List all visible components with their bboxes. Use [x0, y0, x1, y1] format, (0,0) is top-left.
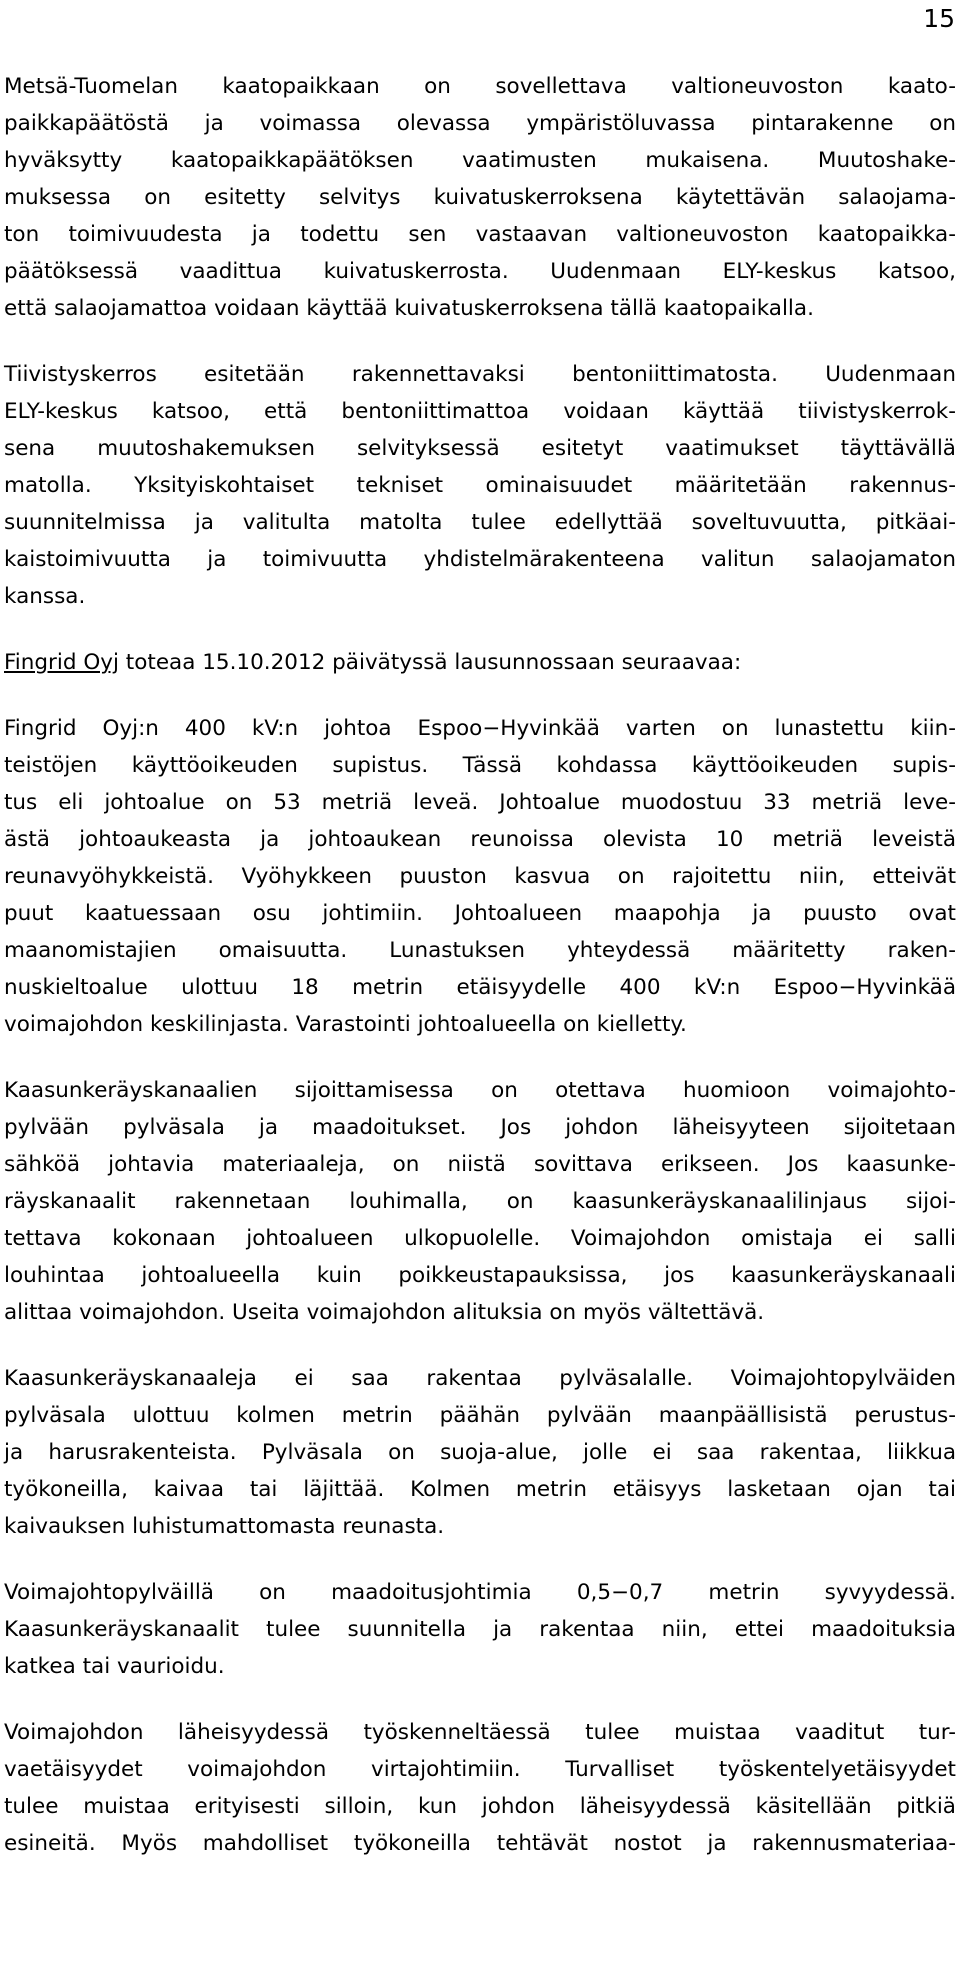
text-line: ton toimivuudesta ja todettu sen vastaavan valtioneuvoston kaatopaikka- — [4, 222, 956, 247]
text-line: räyskanaalit rakennetaan louhimalla, on kaasunkeräyskanaalilinjaus sijoi- — [4, 1189, 956, 1214]
text-line: Metsä-Tuomelan kaatopaikkaan on sovellettava valtioneuvoston kaato- — [4, 74, 956, 99]
text-line: että salaojamattoa voidaan käyttää kuivatuskerroksena tällä kaatopaikalla. — [4, 296, 814, 321]
text-line: esineitä. Myös mahdolliset työkoneilla tehtävät nostot ja rakennusmateriaa- — [4, 1831, 956, 1856]
text-line: hyväksytty kaatopaikkapäätöksen vaatimusten mukaisena. Muutoshake- — [4, 148, 956, 173]
paragraph — [0, 68, 960, 327]
text-line: tulee muistaa erityisesti silloin, kun johdon läheisyydessä käsitellään pitkiä — [4, 1794, 956, 1819]
text-line: Fingrid Oyj:n 400 kV:n johtoa Espoo−Hyvinkää varten on lunastettu kiin- — [4, 716, 956, 741]
text-line: alittaa voimajohdon. Useita voimajohdon alituksia on myös vältettävä. — [4, 1300, 765, 1325]
text-line: katkea tai vaurioidu. — [4, 1654, 225, 1679]
document-body — [0, 68, 960, 1862]
text-line: kanssa. — [4, 584, 86, 609]
text-line: voimajohdon keskilinjasta. Varastointi johtoalueella on kielletty. — [4, 1012, 687, 1037]
text-line: puut kaatuessaan osu johtimiin. Johtoalueen maapohja ja puusto ovat — [4, 901, 956, 926]
text-line: teistöjen käyttöoikeuden supistus. Tässä kohdassa käyttöoikeuden supis- — [4, 753, 956, 778]
text-line: paikkapäätöstä ja voimassa olevassa ympäristöluvassa pintarakenne on — [4, 111, 956, 136]
paragraph-gap — [0, 615, 960, 644]
text-line: ästä johtoaukeasta ja johtoaukean reunoissa olevista 10 metriä leveistä — [4, 827, 956, 852]
paragraph — [0, 1574, 960, 1685]
text-line: pylväsala ulottuu kolmen metrin päähän pylvään maanpäällisistä perustus- — [4, 1403, 956, 1428]
text-line: vaetäisyydet voimajohdon virtajohtimiin. Turvalliset työskentelyetäisyydet — [4, 1757, 956, 1782]
text-line: Tiivistyskerros esitetään rakennettavaksi bentoniittimatosta. Uudenmaan — [4, 362, 956, 387]
page-number: 15 — [923, 4, 955, 33]
text-line: kaistoimivuutta ja toimivuutta yhdistelmärakenteena valitun salaojamaton — [4, 547, 956, 572]
paragraph — [0, 356, 960, 615]
text-line: Voimajohtopylväillä on maadoitusjohtimia 0,5−0,7 metrin syvyydessä. — [4, 1580, 956, 1605]
paragraph — [0, 644, 960, 681]
text-line: pylvään pylväsala ja maadoitukset. Jos johdon läheisyyteen sijoitetaan — [4, 1115, 956, 1140]
paragraph-gap — [0, 327, 960, 356]
paragraph-gap — [0, 681, 960, 710]
paragraph-gap — [0, 1545, 960, 1574]
text-line: louhintaa johtoalueella kuin poikkeustapauksissa, jos kaasunkeräyskanaali — [4, 1263, 956, 1288]
text-line: sähköä johtavia materiaaleja, on niistä sovittava erikseen. Jos kaasunke- — [4, 1152, 956, 1177]
paragraph — [0, 1360, 960, 1545]
text-line: Kaasunkeräyskanaalit tulee suunnitella ja rakentaa niin, ettei maadoituksia — [4, 1617, 956, 1642]
paragraph-gap — [0, 1331, 960, 1360]
text-line: suunnitelmissa ja valitulta matolta tulee edellyttää soveltuvuutta, pitkäai- — [4, 510, 956, 535]
text-line: reunavyöhykkeistä. Vyöhykkeen puuston kasvua on rajoitettu niin, etteivät — [4, 864, 956, 889]
text-line: matolla. Yksityiskohtaiset tekniset ominaisuudet määritetään rakennus- — [4, 473, 956, 498]
text-line: tettava kokonaan johtoalueen ulkopuolelle. Voimajohdon omistaja ei salli — [4, 1226, 956, 1251]
text-line: työkoneilla, kaivaa tai läjittää. Kolmen metrin etäisyys lasketaan ojan tai — [4, 1477, 956, 1502]
text-line: tus eli johtoalue on 53 metriä leveä. Johtoalue muodostuu 33 metriä leve- — [4, 790, 956, 815]
text-line: ELY-keskus katsoo, että bentoniittimattoa voidaan käyttää tiivistyskerrok- — [4, 399, 956, 424]
paragraph — [0, 710, 960, 1043]
text-line: sena muutoshakemuksen selvityksessä esitetyt vaatimukset täyttävällä — [4, 436, 956, 461]
text-line-rest: toteaa 15.10.2012 päivätyssä lausunnossaan seuraavaa: — [118, 650, 742, 675]
text-line: nuskieltoalue ulottuu 18 metrin etäisyydelle 400 kV:n Espoo−Hyvinkää — [4, 975, 956, 1000]
text-line: kaivauksen luhistumattomasta reunasta. — [4, 1514, 445, 1539]
text-line: Voimajohdon läheisyydessä työskenneltäessä tulee muistaa vaaditut tur- — [4, 1720, 956, 1745]
text-line: Kaasunkeräyskanaalien sijoittamisessa on otettava huomioon voimajohto- — [4, 1078, 956, 1103]
organization-name: Fingrid Oyj — [4, 650, 119, 675]
text-line: muksessa on esitetty selvitys kuivatuskerroksena käytettävän salaojama- — [4, 185, 956, 210]
paragraph — [0, 1714, 960, 1862]
text-line: maanomistajien omaisuutta. Lunastuksen yhteydessä määritetty raken- — [4, 938, 956, 963]
paragraph-gap — [0, 1685, 960, 1714]
text-line — [4, 644, 960, 681]
paragraph — [0, 1072, 960, 1331]
paragraph-gap — [0, 1043, 960, 1072]
text-line: ja harusrakenteista. Pylväsala on suoja-alue, jolle ei saa rakentaa, liikkua — [4, 1440, 956, 1465]
text-line: päätöksessä vaadittua kuivatuskerrosta. Uudenmaan ELY-keskus katsoo, — [4, 259, 956, 284]
text-line: Kaasunkeräyskanaaleja ei saa rakentaa pylväsalalle. Voimajohtopylväiden — [4, 1366, 956, 1391]
